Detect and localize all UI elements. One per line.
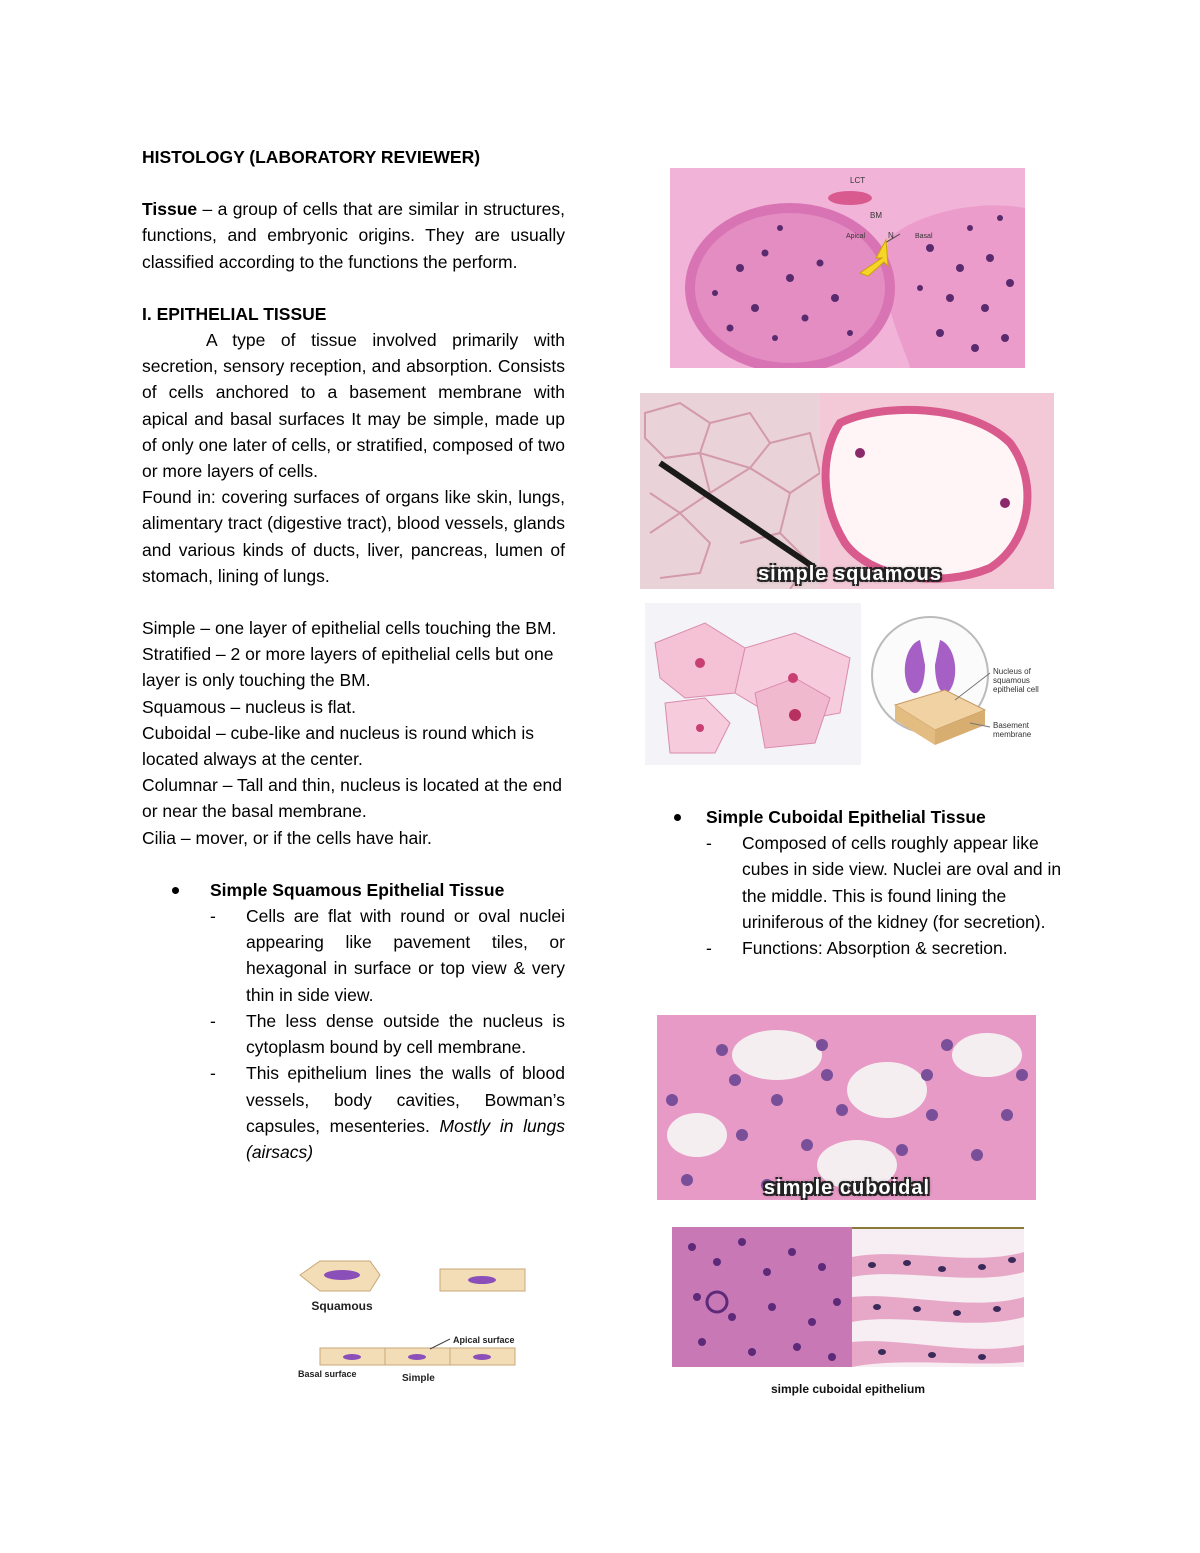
tissue-term: Tissue — [142, 199, 198, 220]
label-apical: Apical — [846, 233, 866, 240]
tissue-definition — [142, 196, 565, 275]
tissue-def-text: – a group of cells that are similar in structures, functions, and embryonic origins. They are usually classified according to the functions the perform. — [142, 199, 565, 272]
list-item: - The less dense outside the nucleus is cytoplasm bound by cell membrane. — [210, 1010, 565, 1058]
section-epithelial-title: I. EPITHELIAL TISSUE — [142, 303, 327, 324]
list-item: - This epithelium lines the walls of blood vessels, body cavities, Bowman’s capsules, mesenteries. Mostly in lungs (airsacs) — [210, 1063, 565, 1162]
label-basal: Basal — [915, 233, 933, 240]
label-n: N — [888, 231, 894, 240]
def-simple: Simple – one layer of epithelial cells touching the BM. — [142, 618, 557, 639]
cuboidal-bullet — [672, 804, 1062, 961]
micrograph-cuboidal-epithelium — [672, 1227, 1024, 1367]
squamous-diagram-label: Squamous — [311, 1299, 373, 1313]
bullet-icon — [674, 814, 681, 821]
cuboidal-epithelium-caption: simple cuboidal epithelium — [770, 1382, 926, 1396]
micrograph-simple-cuboidal — [657, 1015, 1036, 1200]
left-column — [142, 144, 565, 1165]
def-cuboidal: Cuboidal – cube-like and nucleus is round which is located always at the center. — [142, 722, 535, 770]
squamous-diagram — [290, 1255, 560, 1385]
squamous-bullet — [142, 877, 565, 1165]
simple-squamous-caption: simple squamous — [758, 563, 942, 585]
diagram-squamous-epithelium — [870, 605, 1060, 765]
micrograph-simple-squamous — [640, 393, 1054, 589]
def-squamous: Squamous – nucleus is flat. — [142, 696, 357, 717]
squamous-dash-list — [210, 903, 565, 1165]
epithelial-paragraph: A type of tissue involved primarily with secretion, sensory reception, and absorption. Consists of cells anchored to a basement membrane with apical and basal surfaces It may be simple, made up of only one later of cells, or stratified, composed of two or more layers of cells. — [142, 330, 565, 482]
document-title: HISTOLOGY (LABORATORY REVIEWER) — [142, 147, 481, 167]
def-columnar: Columnar – Tall and thin, nucleus is located at the end or near the basal membrane. — [142, 775, 562, 822]
bullet-icon — [172, 887, 179, 894]
micrograph-bowmans-capsule — [670, 168, 1025, 368]
lungs-note: Mostly in lungs (airsacs) — [246, 1115, 565, 1162]
simple-cuboidal-caption: simple cuboidal — [763, 1177, 931, 1199]
squamous-bullet-list — [142, 877, 565, 1165]
basal-surface-label: Basal surface — [298, 1369, 357, 1379]
cuboidal-section — [672, 804, 1062, 961]
cuboidal-bullet-list — [672, 804, 1062, 961]
def-cilia: Cilia – mover, or if the cells have hair. — [142, 827, 432, 848]
squamous-heading: Simple Squamous Epithelial Tissue — [210, 879, 505, 900]
cuboidal-heading: Simple Cuboidal Epithelial Tissue — [706, 807, 986, 827]
cuboidal-dash-list — [706, 830, 1062, 961]
list-item: - Composed of cells roughly appear like cubes in side view. Nuclei are oval and in the middle. This is found lining the uriniferous of the kidney (for secretion). — [706, 833, 1062, 932]
basement-label: Basement membrane — [993, 721, 1032, 739]
def-stratified: Stratified – 2 or more layers of epithelial cells but one layer is only touching the BM. — [142, 644, 554, 691]
label-bm: BM — [870, 211, 882, 220]
apical-surface-label: Apical surface — [453, 1335, 515, 1345]
list-item: - Cells are flat with round or oval nuclei appearing like pavement tiles, or hexagonal in surface or top view & very thin in side view. — [210, 906, 565, 1005]
label-lct: LCT — [850, 176, 866, 185]
list-item: - Functions: Absorption & secretion. — [706, 938, 1008, 959]
nucleus-label: Nucleus of squamous epithelial cell — [993, 667, 1039, 694]
micrograph-squamous-cells — [645, 603, 861, 765]
simple-label: Simple — [402, 1373, 435, 1384]
found-in-paragraph: Found in: covering surfaces of organs like skin, lungs, alimentary tract (digestive tract), blood vessels, glands and various kinds of ducts, liver, pancreas, lumen of stomach, lining of lungs. — [142, 487, 565, 586]
